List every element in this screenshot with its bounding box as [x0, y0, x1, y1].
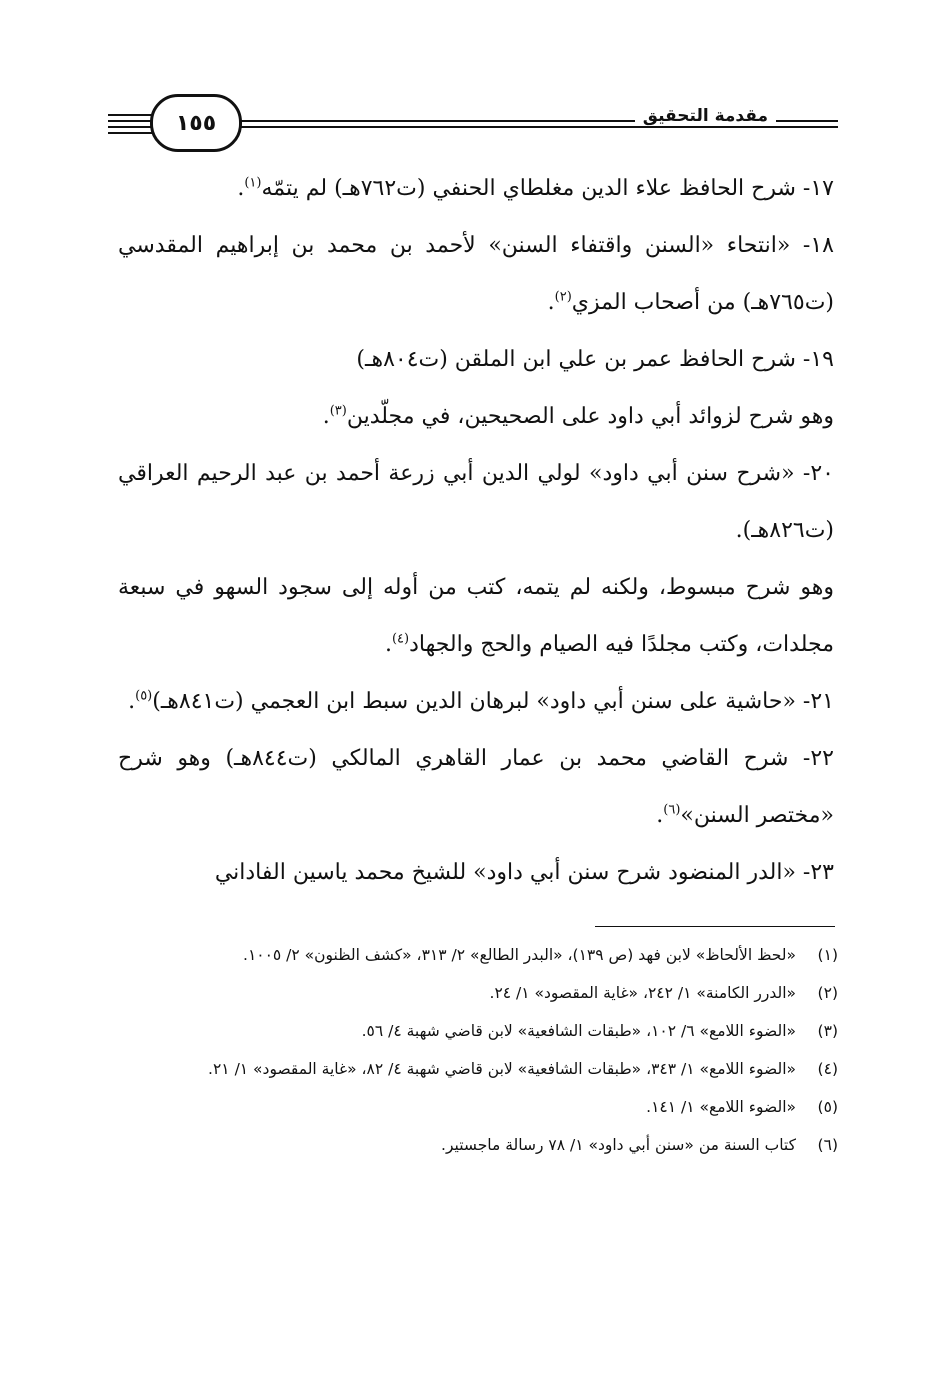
footnote — [112, 1090, 838, 1124]
paragraph — [118, 160, 834, 217]
footnote-separator — [595, 926, 835, 927]
paragraph-end: . — [656, 803, 664, 828]
footnotes — [112, 938, 838, 1166]
paragraph-text: ١٨- «انتحاء «السنن واقتفاء السنن» لأحمد بن محمد بن إبراهيم المقدسي (ت٧٦٥هـ) من أصحاب المزي — [118, 233, 834, 315]
footnote — [112, 1052, 838, 1086]
footnote-text: «لحظ الألحاظ» لابن فهد (ص ١٣٩)، «البدر الطالع» ٢/ ٣١٣، «كشف الظنون» ٢/ ١٠٠٥. — [243, 946, 796, 964]
paragraph-text: ٢٠- «شرح سنن أبي داود» لولي الدين أبي زرعة أحمد بن عبد الرحيم العراقي (ت٨٢٦هـ). — [118, 461, 834, 543]
footnote-text: «الدرر الكامنة» ١/ ٢٤٢، «غاية المقصود» ١/ ٢٤. — [489, 984, 796, 1002]
paragraph-end: . — [384, 632, 392, 657]
footnote — [112, 976, 838, 1010]
footnote-marker: (٥) — [817, 1098, 838, 1116]
paragraph — [118, 730, 834, 844]
footnote-ref[interactable]: (٦) — [663, 802, 681, 818]
paragraph-text: ٢١- «حاشية على سنن أبي داود» لبرهان الدين سبط ابن العجمي (ت٨٤١هـ) — [152, 689, 834, 714]
paragraph-end: . — [128, 689, 136, 714]
footnote-marker: (٢) — [817, 984, 838, 1002]
footnote-marker: (٣) — [817, 1022, 838, 1040]
footnote-ref[interactable]: (٥) — [135, 688, 153, 704]
paragraph-text: ٢٣- «الدر المنضود شرح سنن أبي داود» للشيخ محمد ياسين الفاداني — [214, 860, 834, 885]
footnote-ref[interactable]: (٢) — [554, 289, 572, 305]
footnote — [112, 1014, 838, 1048]
paragraph — [118, 388, 834, 445]
paragraph — [118, 217, 834, 331]
footnote-marker: (٤) — [817, 1060, 838, 1078]
running-title: مقدمة التحقيق — [635, 106, 776, 126]
page-number: ١٥٥ — [150, 94, 242, 152]
paragraph-end: . — [322, 404, 330, 429]
footnote-text: «الضوء اللامع» ٦/ ١٠٢، «طبقات الشافعية» لابن قاضي شهبة ٤/ ٥٦. — [361, 1022, 796, 1040]
paragraph — [118, 445, 834, 559]
paragraph — [118, 331, 834, 388]
footnote-marker: (١) — [817, 946, 838, 964]
paragraph-text: ١٧- شرح الحافظ علاء الدين مغلطاي الحنفي (ت٧٦٢هـ) لم يتمّه — [261, 176, 834, 201]
paragraph-text: وهو شرح لزوائد أبي داود على الصحيحين، في مجلّدين — [346, 404, 834, 429]
main-text — [118, 160, 834, 901]
footnote-text: «الضوء اللامع» ١/ ١٤١. — [646, 1098, 796, 1116]
footnote — [112, 1128, 838, 1162]
page-header — [108, 92, 838, 152]
footnote-ref[interactable]: (٣) — [329, 403, 347, 419]
footnote-ref[interactable]: (١) — [244, 175, 262, 191]
paragraph-end: . — [237, 176, 245, 201]
paragraph-end: . — [547, 290, 555, 315]
footnote-text: كتاب السنة من «سنن أبي داود» ١/ ٧٨ رسالة ماجستير. — [441, 1136, 796, 1154]
footnote-text: «الضوء اللامع» ١/ ٣٤٣، «طبقات الشافعية» لابن قاضي شهبة ٤/ ٨٢، «غاية المقصود» ١/ ٢١. — [208, 1060, 796, 1078]
paragraph-text: وهو شرح مبسوط، ولكنه لم يتمه، كتب من أوله إلى سجود السهو في سبعة مجلدات، وكتب مجلدًا فيه الصيام والحج والجهاد — [118, 575, 834, 657]
footnote-marker: (٦) — [817, 1136, 838, 1154]
paragraph-text: ٢٢- شرح القاضي محمد بن عمار القاهري المالكي (ت٨٤٤هـ) وهو شرح «مختصر السنن» — [118, 746, 834, 828]
paragraph — [118, 559, 834, 673]
paragraph — [118, 673, 834, 730]
footnote-ref[interactable]: (٤) — [391, 631, 410, 647]
footnote — [112, 938, 838, 972]
paragraph-text: ١٩- شرح الحافظ عمر بن علي ابن الملقن (ت٨٠٤هـ) — [356, 347, 834, 372]
paragraph — [118, 844, 834, 901]
